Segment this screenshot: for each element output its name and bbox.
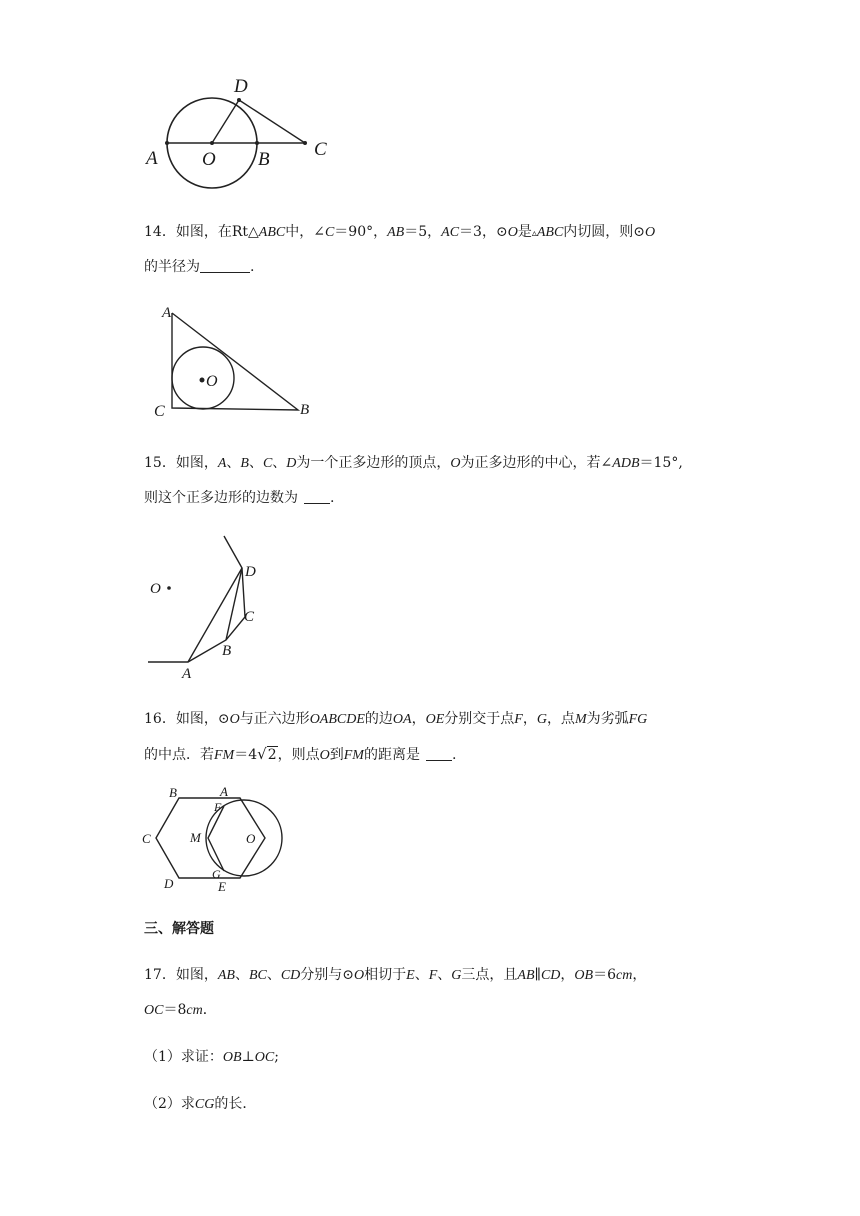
label-b: B xyxy=(169,785,177,800)
label-d: D xyxy=(234,76,248,97)
question-17-part-1: （1）求证：OB⊥OC; xyxy=(144,1049,279,1065)
label-b: B xyxy=(300,402,310,418)
label-b: B xyxy=(222,643,232,659)
label-d: D xyxy=(164,876,174,891)
figure-regular-polygon xyxy=(144,532,274,682)
center-o xyxy=(200,378,205,383)
question-14-line-1: 14．如图，在Rt△ABC中，∠C＝90°，AB＝5，AC＝3，⊙O是▵ABC内切圆，则⊙O xyxy=(144,224,656,240)
label-o: O xyxy=(206,373,218,390)
point-b xyxy=(255,141,259,145)
question-17-part-2: （2）求CG的长． xyxy=(144,1096,257,1112)
label-m: M xyxy=(190,830,201,845)
segment-db xyxy=(226,568,242,640)
label-o: O xyxy=(246,831,256,846)
label-d: D xyxy=(245,564,256,580)
point-o xyxy=(210,141,214,145)
question-17-line-2: OC＝8cm． xyxy=(144,1002,217,1018)
question-14-line-2: 的半径为 . xyxy=(144,259,255,275)
label-a: A xyxy=(162,305,172,321)
label-e: E xyxy=(218,879,226,894)
label-f: F xyxy=(214,800,222,814)
tangent-dc xyxy=(239,100,305,143)
question-15-line-2: 则这个正多边形的边数为 . xyxy=(144,490,335,506)
question-16-line-1: 16．如图，⊙O与正六边形OABCDE的边OA，OE分别交于点F，G，点M为劣弧FG xyxy=(144,711,648,727)
label-c: C xyxy=(142,831,151,846)
figure-circle-tangent xyxy=(140,76,340,196)
label-a: A xyxy=(220,784,228,799)
triangle-abc xyxy=(172,313,298,410)
segment-da xyxy=(188,568,242,662)
label-a: A xyxy=(146,148,158,169)
answer-blank-16[interactable] xyxy=(426,746,452,761)
segments-fmg xyxy=(208,806,224,871)
question-17-line-1: 17．如图，AB、BC、CD分别与⊙O相切于E、F、G三点，且AB∥CD，OB＝6cm， xyxy=(144,967,647,983)
section-heading: 三、解答题 xyxy=(144,921,214,937)
answer-blank-14[interactable] xyxy=(200,258,250,273)
label-o: O xyxy=(202,149,216,170)
label-g: G xyxy=(212,867,221,881)
label-c: C xyxy=(244,609,255,625)
question-15-line-1: 15．如图，A、B、C、D为一个正多边形的顶点，O为正多边形的中心，若∠ADB＝15°, xyxy=(144,455,683,471)
figure-hexagon-circle xyxy=(140,784,290,899)
center-o xyxy=(167,586,171,590)
point-d xyxy=(237,98,241,102)
label-o: O xyxy=(150,581,161,597)
sqrt-expression: 4√2 xyxy=(248,745,277,763)
label-b: B xyxy=(258,149,270,170)
question-16-line-2: 的中点．若FM＝4√2，则点O到FM的距离是 . xyxy=(144,743,724,767)
label-a: A xyxy=(182,666,192,682)
point-a xyxy=(165,141,169,145)
label-c: C xyxy=(154,403,165,420)
point-c xyxy=(303,141,307,145)
radius-od xyxy=(212,100,239,143)
answer-blank-15[interactable] xyxy=(304,489,330,504)
figure-right-triangle-incircle xyxy=(150,304,320,420)
label-c: C xyxy=(314,139,327,160)
